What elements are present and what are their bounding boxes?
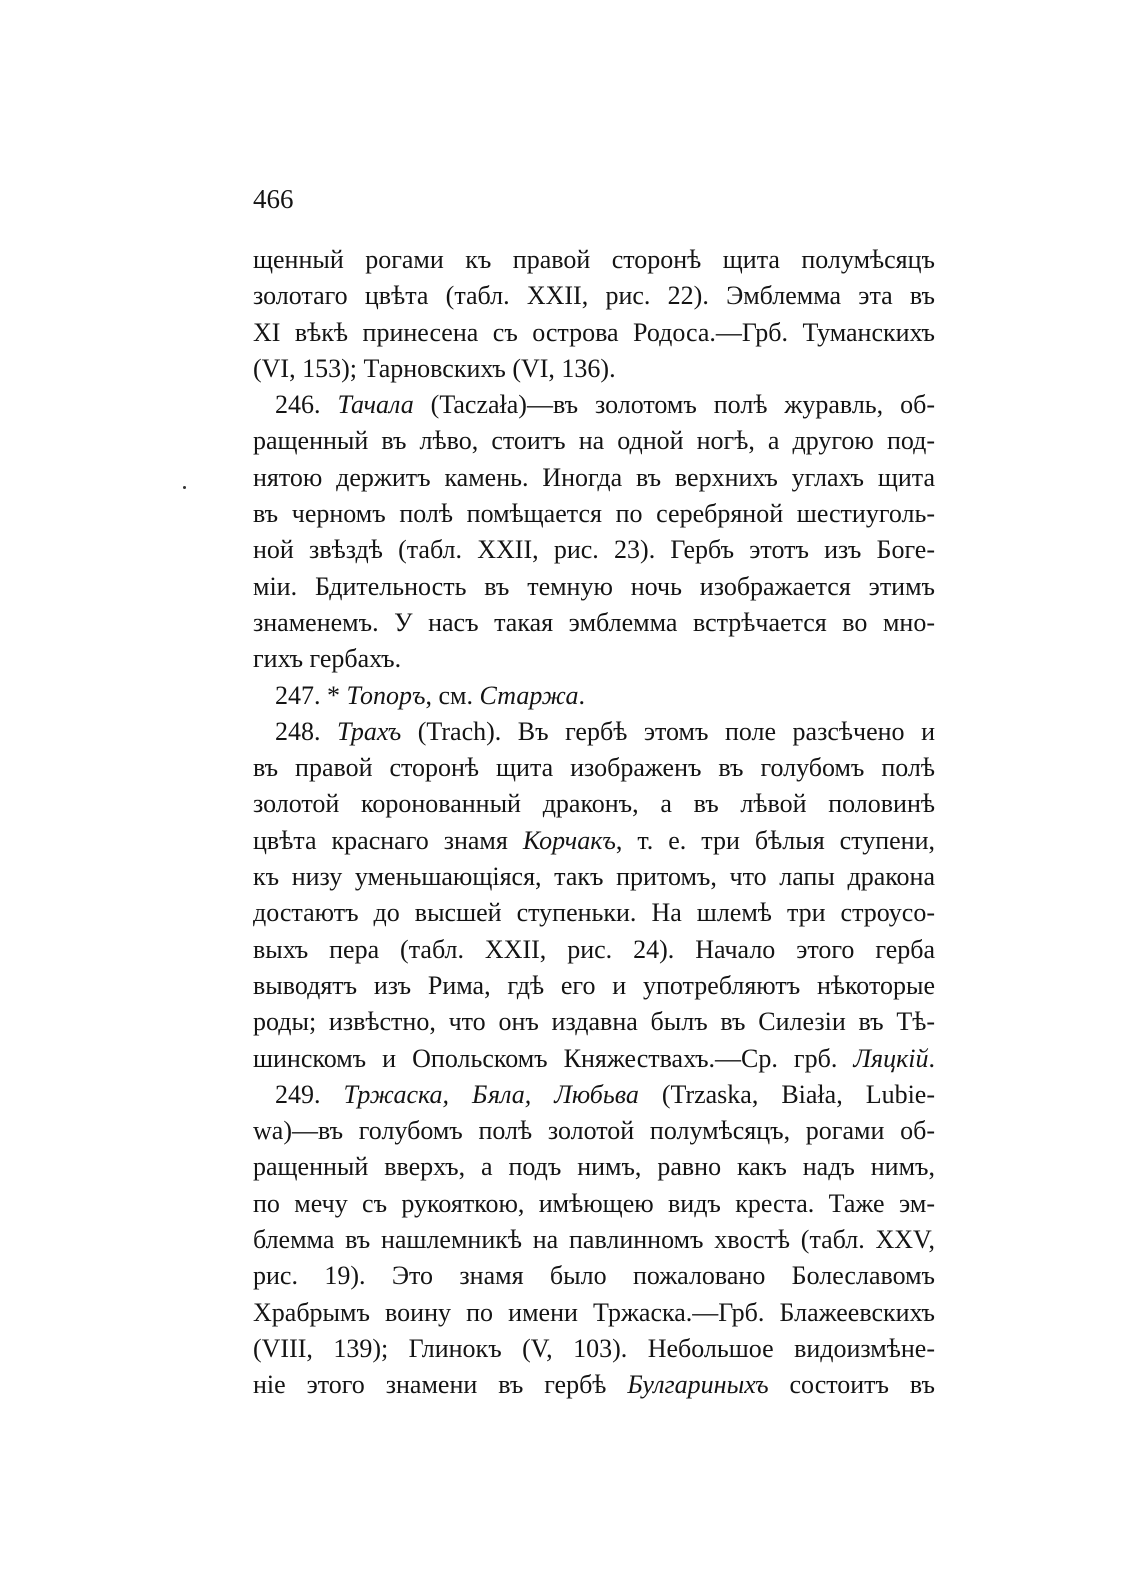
entry-247-line: 247. * Топоръ, см. Старжа. — [275, 680, 586, 710]
text-line: цвѣта краснаго знамя Корчакъ, т. е. три бѣлыя ступени, — [253, 825, 935, 855]
entry-title: Тачала — [337, 390, 414, 420]
text-line: роды; извѣстно, что онъ издавна былъ въ Силезіи въ Тѣ- — [253, 1007, 935, 1037]
entry-title: Трахъ — [337, 716, 402, 746]
cross-reference: Булгариныхъ — [627, 1370, 769, 1400]
text-line: Храбрымъ воину по имени Тржаска.—Грб. Блажеевскихъ — [253, 1297, 935, 1327]
cross-reference: Корчакъ — [522, 825, 616, 855]
text-line: золотаго цвѣта (табл. XXII, рис. 22). Эмблемма эта въ — [253, 281, 935, 311]
entry-248-line: 248. Трахъ (Trach). Въ гербѣ этомъ поле разсѣчено и — [275, 716, 935, 746]
text-line: гихъ гербахъ. — [253, 644, 402, 674]
body-text — [253, 242, 935, 1404]
text-line: ной звѣздѣ (табл. XXII, рис. 23). Гербъ этотъ изъ Боге- — [253, 535, 935, 565]
text-line: міи. Бдительность въ темную ночь изображается этимъ — [253, 571, 935, 601]
ink-speck — [183, 486, 186, 489]
entry-title: Тржаска, Бяла, Любьва — [343, 1079, 639, 1109]
text-line: XI вѣкѣ принесена съ острова Родоса.—Грб. Туманскихъ — [253, 317, 935, 347]
cross-reference: Ляцкій — [853, 1043, 929, 1073]
text-line: въ черномъ полѣ помѣщается по серебряной шестиуголь- — [253, 499, 935, 529]
page-number: 466 — [253, 184, 294, 214]
text-line: (VI, 153); Тарновскихъ (VI, 136). — [253, 353, 616, 383]
text-line: выхъ пера (табл. XXII, рис. 24). Начало этого герба — [253, 934, 935, 964]
text-line: рис. 19). Это знамя было пожаловано Болеславомъ — [253, 1261, 935, 1291]
text-line: (VIII, 139); Глинокъ (V, 103). Небольшое видоизмѣне- — [253, 1333, 935, 1363]
text-line: знаменемъ. У насъ такая эмблемма встрѣчается во мно- — [253, 607, 935, 637]
entry-title: Топоръ — [346, 680, 426, 710]
text-line: шинскомъ и Опольскомъ Княжествахъ.—Ср. грб. Ляцкій. — [253, 1043, 935, 1073]
text-line: ращенный въ лѣво, стоитъ на одной ногѣ, а другою под- — [253, 426, 935, 456]
cross-reference: Старжа — [479, 680, 579, 710]
text-line: въ правой сторонѣ щита изображенъ въ голубомъ полѣ — [253, 753, 935, 783]
text-line: щенный рогами къ правой сторонѣ щита полумѣсяцъ — [253, 245, 935, 274]
text-line: выводятъ изъ Рима, гдѣ его и употребляютъ нѣкоторые — [253, 970, 935, 1000]
text-line: золотой коронованный драконъ, а въ лѣвой половинѣ — [253, 789, 935, 819]
text-line: по мечу съ рукояткою, имѣющею видъ креста. Таже эм- — [253, 1188, 935, 1218]
text-line: достаютъ до высшей ступеньки. На шлемѣ три строусо- — [253, 898, 935, 928]
text-line: ніе этого знамени въ гербѣ Булгариныхъ состоитъ въ — [253, 1370, 935, 1400]
entry-249-line: 249. Тржаска, Бяла, Любьва (Trzaska, Biała, Lubie- — [275, 1079, 935, 1109]
text-line: нятою держитъ камень. Иногда въ верхнихъ углахъ щита — [253, 462, 935, 492]
text-line: ращенный вверхъ, а подъ нимъ, равно какъ надъ нимъ, — [253, 1152, 935, 1182]
text-line: блемма въ нашлемникѣ на павлинномъ хвостѣ (табл. XXV, — [253, 1225, 935, 1255]
text-line: къ низу уменьшающіяся, такъ притомъ, что лапы дракона — [253, 862, 935, 892]
text-line: wa)—въ голубомъ полѣ золотой полумѣсяцъ, рогами об- — [253, 1116, 935, 1146]
entry-246-line: 246. Тачала (Taczała)—въ золотомъ полѣ журавль, об- — [275, 390, 935, 420]
